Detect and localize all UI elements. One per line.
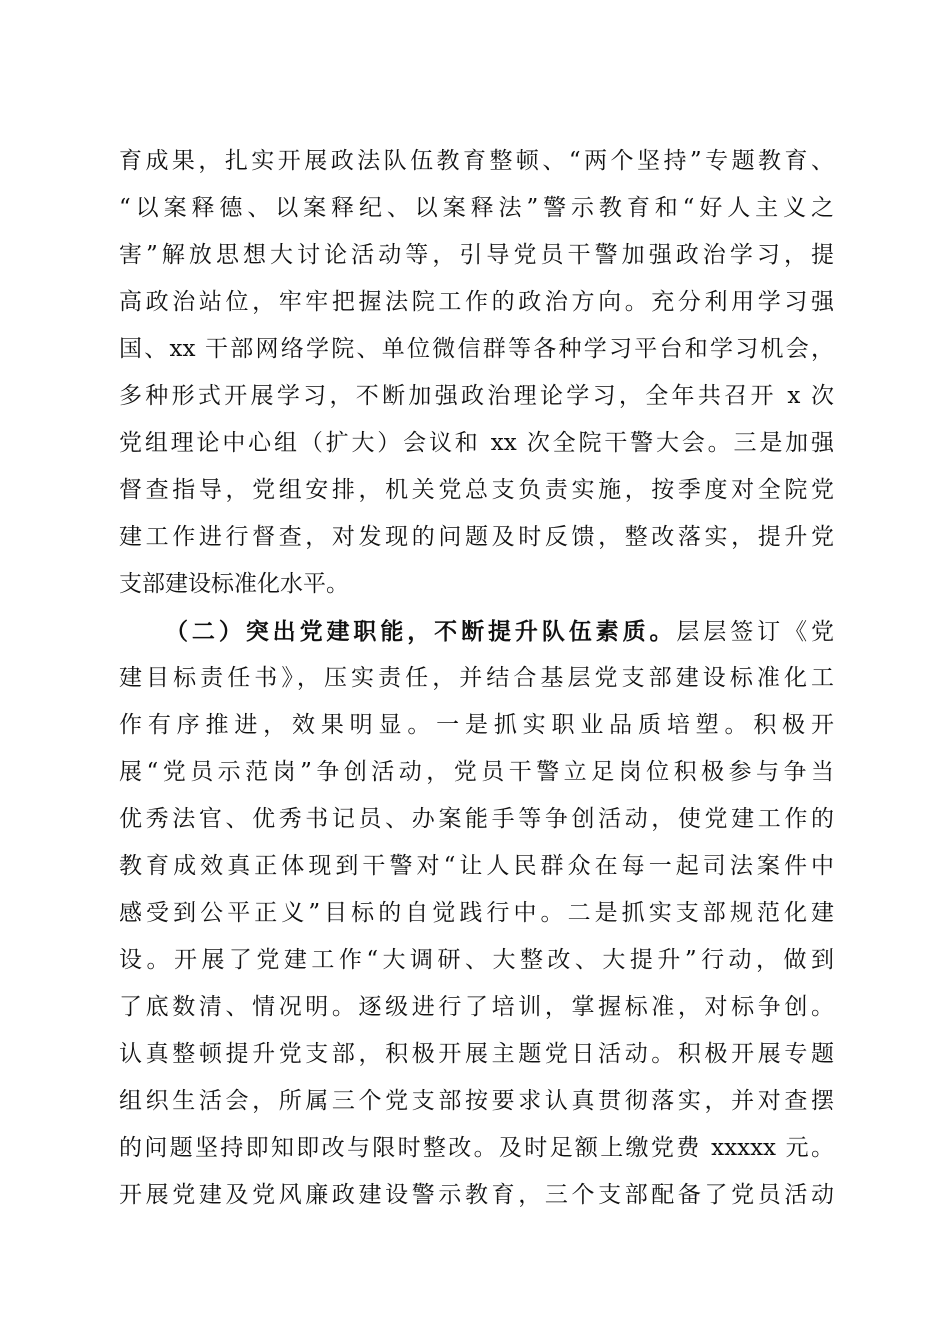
paragraph-1-line: 督查指导，党组安排，机关党总支负责实施，按季度对全院党	[119, 477, 834, 503]
paragraph-1-line: 支部建设标准化水平。	[119, 571, 349, 597]
paragraph-2-line: 感受到公平正义”目标的自觉践行中。二是抓实支部规范化建	[119, 900, 834, 926]
paragraph-1-line: 高政治站位，牢牢把握法院工作的政治方向。充分利用学习强	[119, 289, 834, 315]
paragraph-2-line: 设。开展了党建工作“大调研、大整改、大提升”行动，做到	[119, 947, 834, 973]
paragraph-2-line: 建目标责任书》，压实责任，并结合基层党支部建设标准化工	[119, 665, 834, 691]
paragraph-2-line: 组织生活会，所属三个党支部按要求认真贯彻落实，并对查摆	[119, 1088, 834, 1114]
paragraph-2	[119, 608, 834, 1219]
paragraph-2-line: 了底数清、情况明。逐级进行了培训，掌握标准，对标争创。	[119, 994, 834, 1020]
paragraph-2-line: 认真整顿提升党支部，积极开展主题党日活动。积极开展专题	[119, 1041, 834, 1067]
paragraph-2-line: 优秀法官、优秀书记员、办案能手等争创活动，使党建工作的	[119, 806, 834, 832]
paragraph-1-line: 多种形式开展学习，不断加强政治理论学习，全年共召开 x 次	[119, 383, 834, 409]
paragraph-1-line: “以案释德、以案释纪、以案释法”警示教育和“好人主义之	[119, 195, 834, 221]
paragraph-1-line: 国、xx 干部网络学院、单位微信群等各种学习平台和学习机会，	[119, 336, 834, 362]
paragraph-1-line: 害”解放思想大讨论活动等，引导党员干警加强政治学习，提	[119, 242, 834, 268]
paragraph-2-line: 开展党建及党风廉政建设警示教育，三个支部配备了党员活动	[119, 1182, 834, 1208]
paragraph-2-line: 展“党员示范岗”争创活动，党员干警立足岗位积极参与争当	[119, 759, 834, 785]
paragraph-2-first-line-text: 层层签订《党	[676, 619, 834, 645]
paragraph-2-line: 教育成效真正体现到干警对“让人民群众在每一起司法案件中	[119, 853, 834, 879]
paragraph-2-line: 的问题坚持即知即改与限时整改。及时足额上缴党费 xxxxx 元。	[119, 1135, 834, 1161]
paragraph-2-line: 作有序推进，效果明显。一是抓实职业品质培塑。积极开	[119, 712, 834, 738]
paragraph-2-first-line	[119, 608, 834, 655]
paragraph-1-line: 建工作进行督查，对发现的问题及时反馈，整改落实，提升党	[119, 524, 834, 550]
paragraph-1-line: 育成果，扎实开展政法队伍教育整顿、“两个坚持”专题教育、	[119, 148, 834, 174]
section-heading: （二）突出党建职能，不断提升队伍素质。	[165, 618, 677, 645]
paragraph-1	[119, 138, 834, 608]
paragraph-1-line: 党组理论中心组（扩大）会议和 xx 次全院干警大会。三是加强	[119, 430, 834, 456]
